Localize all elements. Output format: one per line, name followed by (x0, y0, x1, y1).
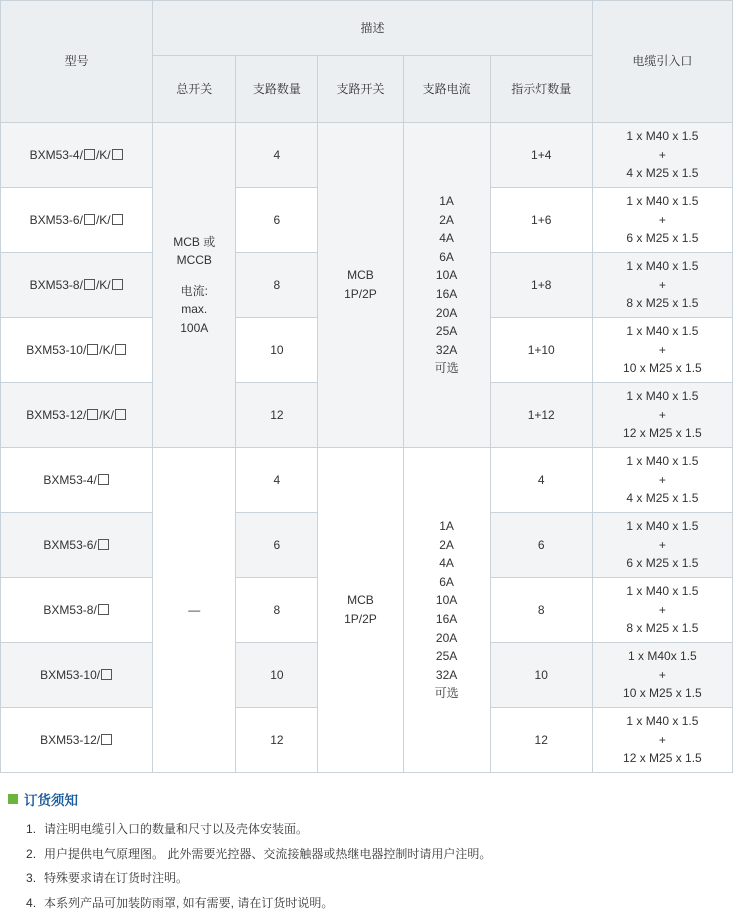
cell-branch-count: 6 (236, 188, 318, 253)
current-option: 20A (435, 630, 458, 645)
placeholder-box-icon (84, 214, 95, 225)
current-option: 10A (435, 268, 458, 283)
model-suffix: /K/ (99, 342, 114, 357)
notes-title (8, 789, 735, 809)
cell-model (1, 513, 153, 578)
current-option: 16A (435, 287, 458, 301)
placeholder-box-icon (115, 344, 126, 355)
header-model: 型号 (1, 1, 153, 123)
cable-entry-line: + (658, 277, 666, 292)
list-item: 请注明电缆引入口的数量和尺寸以及壳体安装面。 (44, 822, 309, 836)
placeholder-box-icon (87, 409, 98, 420)
placeholder-box-icon (84, 279, 95, 290)
cable-entry-line: + (658, 212, 666, 227)
model-prefix: BXM53-10/ (26, 342, 87, 357)
cable-entry-line: 1 x M40 x 1.5 (626, 454, 699, 469)
cell-indicator-count: 8 (490, 578, 592, 643)
current-option: 16A (435, 612, 458, 626)
placeholder-box-icon (98, 474, 109, 485)
cable-entry-line: 1 x M40 x 1.5 (626, 194, 699, 209)
cable-entry-line: + (658, 537, 666, 552)
current-option: 1A (439, 194, 454, 209)
cell-branch-count: 10 (236, 643, 318, 708)
cell-model (1, 253, 153, 318)
cell-branch-count: 8 (236, 253, 318, 318)
cable-entry-line: 1 x M40 x 1.5 (626, 129, 699, 144)
branch-switch-line: 1P/2P (344, 612, 377, 626)
placeholder-box-icon (87, 344, 98, 355)
table-row (1, 123, 733, 188)
header-description: 描述 (153, 1, 593, 56)
model-prefix: BXM53-8/ (29, 277, 83, 292)
cell-branch-count: 12 (236, 383, 318, 448)
current-option: 1A (439, 519, 454, 534)
cable-entry-line: 10 x M25 x 1.5 (623, 361, 702, 376)
cell-indicator-count: 4 (490, 448, 592, 513)
cell-cable-entry (592, 123, 732, 188)
cell-cable-entry (592, 188, 732, 253)
cell-cable-entry (592, 383, 732, 448)
cell-cable-entry (592, 448, 732, 513)
cell-model (1, 448, 153, 513)
placeholder-box-icon (112, 279, 123, 290)
header-cable-entry: 电缆引入口 (592, 1, 732, 123)
cable-entry-line: + (658, 732, 666, 747)
cell-cable-entry (592, 643, 732, 708)
cable-entry-line: + (658, 147, 666, 162)
cell-model (1, 578, 153, 643)
main-switch-line: max. (181, 302, 208, 317)
main-switch-line: 电流: (180, 283, 208, 298)
cable-entry-line: 1 x M40 x 1.5 (626, 519, 699, 534)
main-switch-line: 100A (180, 320, 209, 335)
cell-branch-count: 8 (236, 578, 318, 643)
current-option: 25A (435, 649, 458, 664)
cable-entry-line: + (658, 342, 666, 357)
cell-cable-entry (592, 318, 732, 383)
branch-switch-line: MCB (347, 268, 374, 283)
model-prefix: BXM53-4/ (43, 472, 97, 487)
cable-entry-line: 1 x M40x 1.5 (628, 649, 697, 664)
main-switch-line: MCCB (176, 253, 212, 268)
model-prefix: BXM53-12/ (26, 407, 87, 422)
notes-title-text: 订货须知 (24, 793, 78, 808)
current-option: 20A (435, 305, 458, 320)
cell-model (1, 383, 153, 448)
model-suffix: /K/ (95, 277, 111, 292)
cable-entry-line: + (658, 407, 666, 422)
list-item: 用户提供电气原理图。 此外需要光控器、交流接触器或热继电器控制时请用户注明。 (44, 846, 492, 861)
cell-indicator-count: 10 (490, 643, 592, 708)
cell-model (1, 708, 153, 773)
cable-entry-line: + (658, 667, 666, 682)
cell-indicator-count: 1+6 (490, 188, 592, 253)
cell-indicator-count: 1+10 (490, 318, 592, 383)
model-prefix: BXM53-12/ (40, 732, 101, 747)
cable-entry-line: 6 x M25 x 1.5 (626, 556, 699, 571)
cable-entry-line: 1 x M40 x 1.5 (626, 259, 699, 274)
cell-indicator-count: 1+12 (490, 383, 592, 448)
placeholder-box-icon (115, 409, 126, 420)
cable-entry-line: + (658, 602, 666, 617)
model-prefix: BXM53-6/ (43, 537, 97, 552)
model-prefix: BXM53-10/ (40, 667, 101, 682)
current-option: 可选 (434, 361, 459, 376)
current-option: 32A (435, 667, 458, 682)
cell-cable-entry (592, 578, 732, 643)
cell-indicator-count: 1+4 (490, 123, 592, 188)
cell-branch-count: 12 (236, 708, 318, 773)
current-option: 25A (435, 324, 458, 339)
cell-main-switch-group1 (153, 123, 236, 448)
header-branch-switch: 支路开关 (318, 56, 403, 123)
cell-indicator-count: 6 (490, 513, 592, 578)
cable-entry-line: 4 x M25 x 1.5 (626, 166, 699, 181)
model-prefix: BXM53-4/ (29, 147, 83, 162)
cell-model (1, 318, 153, 383)
cable-entry-line: 8 x M25 x 1.5 (626, 621, 699, 636)
cell-branch-switch-group2 (318, 448, 403, 773)
model-suffix: /K/ (95, 147, 111, 162)
current-option: 4A (439, 231, 454, 246)
main-switch-line: MCB 或 (173, 234, 216, 249)
current-option: 6A (439, 574, 454, 589)
cell-indicator-count: 12 (490, 708, 592, 773)
cell-branch-switch-group1 (318, 123, 403, 448)
table-row (1, 448, 733, 513)
cell-branch-current-group1 (403, 123, 490, 448)
placeholder-box-icon (112, 149, 123, 160)
cell-model (1, 188, 153, 253)
cell-branch-current-group2 (403, 448, 490, 773)
header-branch-current: 支路电流 (403, 56, 490, 123)
cable-entry-line: 12 x M25 x 1.5 (623, 426, 702, 441)
list-item: 特殊要求请在订货时注明。 (44, 871, 189, 886)
cable-entry-line: 1 x M40 x 1.5 (626, 584, 699, 599)
cable-entry-line: 12 x M25 x 1.5 (623, 751, 702, 766)
placeholder-box-icon (101, 669, 112, 680)
current-option: 2A (439, 537, 454, 552)
model-prefix: BXM53-8/ (43, 602, 97, 617)
header-branch-count: 支路数量 (236, 56, 318, 123)
cell-branch-count: 10 (236, 318, 318, 383)
cell-branch-count: 4 (236, 123, 318, 188)
placeholder-box-icon (101, 734, 112, 745)
cable-entry-line: + (658, 472, 666, 487)
current-option: 可选 (434, 686, 459, 701)
cell-branch-count: 4 (236, 448, 318, 513)
cable-entry-line: 10 x M25 x 1.5 (623, 686, 702, 701)
list-item: 本系列产品可加装防雨罩, 如有需要, 请在订货时说明。 (44, 895, 334, 910)
cable-entry-line: 1 x M40 x 1.5 (626, 324, 699, 339)
current-option: 2A (439, 212, 454, 227)
header-indicator-count: 指示灯数量 (490, 56, 592, 123)
square-marker-icon (8, 794, 18, 804)
cell-model (1, 643, 153, 708)
cell-cable-entry (592, 708, 732, 773)
table-header-row-1 (1, 1, 733, 56)
ordering-notes-section (0, 789, 735, 915)
header-main-switch: 总开关 (153, 56, 236, 123)
cable-entry-line: 1 x M40 x 1.5 (626, 389, 699, 404)
current-option: 32A (435, 342, 458, 357)
cable-entry-line: 6 x M25 x 1.5 (626, 231, 699, 246)
placeholder-box-icon (84, 149, 95, 160)
cell-model (1, 123, 153, 188)
cell-branch-count: 6 (236, 513, 318, 578)
notes-list (8, 817, 735, 915)
cable-entry-line: 8 x M25 x 1.5 (626, 296, 699, 311)
model-prefix: BXM53-6/ (29, 212, 83, 227)
cable-entry-line: 4 x M25 x 1.5 (626, 491, 699, 506)
current-option: 10A (435, 593, 458, 608)
model-suffix: /K/ (99, 407, 114, 422)
branch-switch-line: MCB (347, 593, 374, 608)
cable-entry-line: 1 x M40 x 1.5 (626, 714, 699, 729)
placeholder-box-icon (98, 539, 109, 550)
placeholder-box-icon (112, 214, 123, 225)
cell-cable-entry (592, 253, 732, 318)
cell-main-switch-group2: — (153, 448, 236, 773)
cell-indicator-count: 1+8 (490, 253, 592, 318)
current-option: 4A (439, 556, 454, 571)
branch-switch-line: 1P/2P (344, 287, 377, 301)
cell-cable-entry (592, 513, 732, 578)
model-suffix: /K/ (95, 212, 111, 227)
current-option: 6A (439, 249, 454, 264)
placeholder-box-icon (98, 604, 109, 615)
